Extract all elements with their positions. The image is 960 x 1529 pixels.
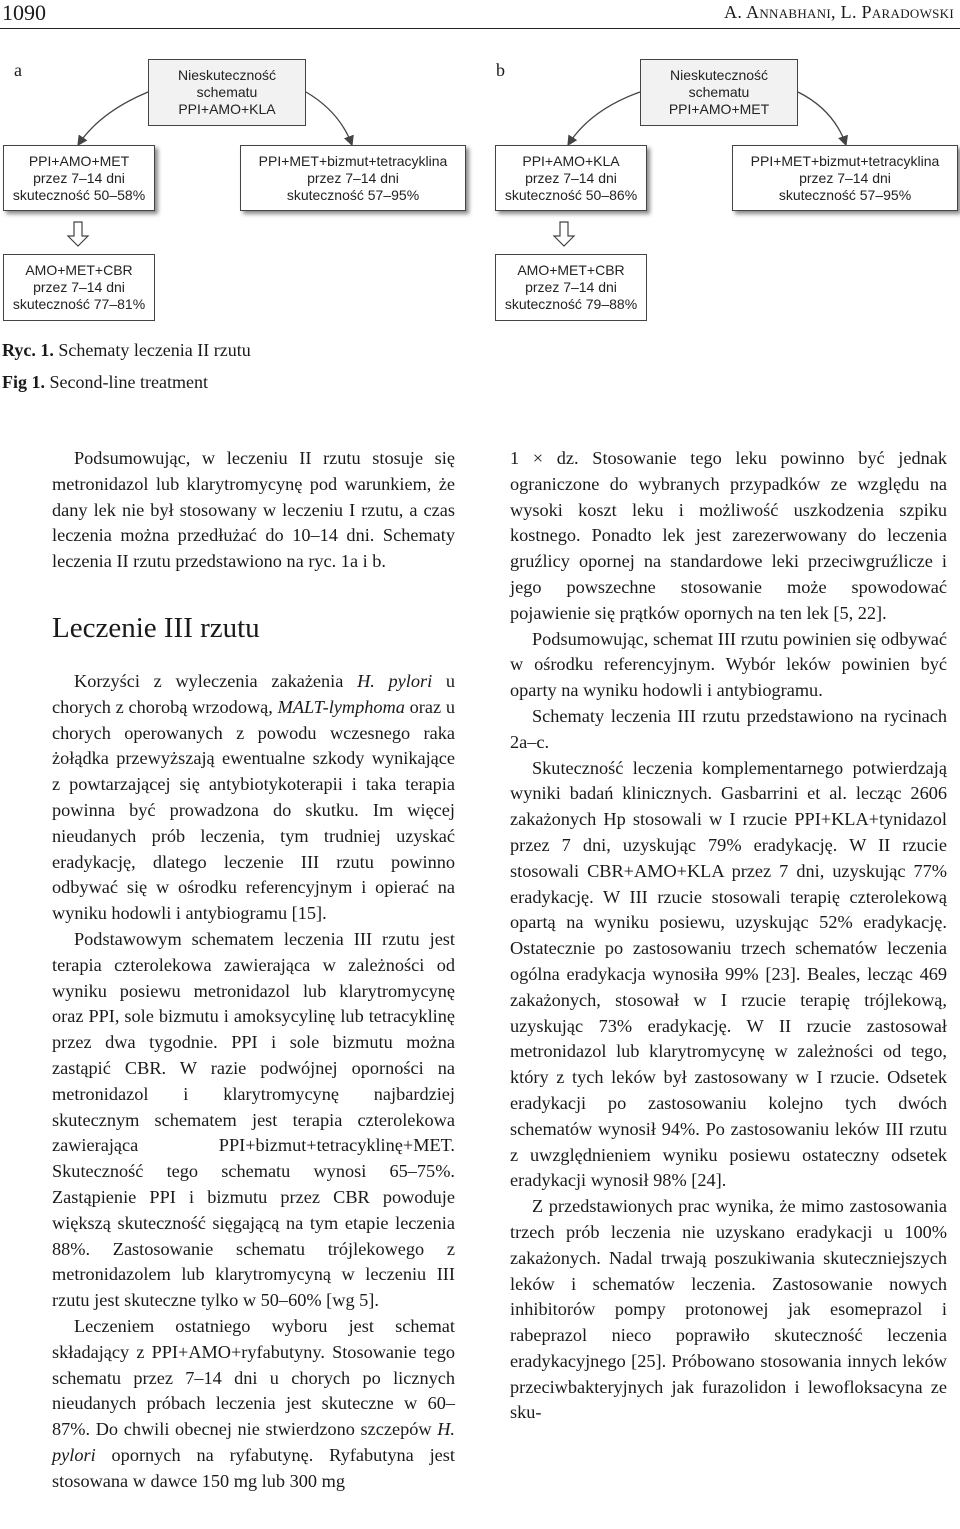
panel-b-label: b [496,60,505,80]
header-rule [0,28,960,29]
p4-italic-species: H. pylori [52,1419,455,1465]
panel-a-option-2-text: PPI+MET+bizmut+tetracyklina przez 7–14 dni skuteczność 57–95% [258,152,448,203]
panel-a-result-box [3,254,155,321]
p2-italic-species: H. pylori [357,670,433,691]
panel-b-option-1-text: PPI+AMO+KLA przez 7–14 dni skuteczność 50–86% [504,152,638,203]
hollow-arrow-b [554,222,574,246]
section-heading: Leczenie III rzutu [52,611,260,644]
hollow-arrow-a [68,222,88,246]
panel-a-label: a [14,60,22,80]
arrow-a-right [306,92,352,145]
panel-b-option-1-box [495,145,647,211]
p2-italic-malt: MALT-lymphoma [277,696,405,717]
arrow-b-right [798,92,846,145]
page-number: 1090 [2,0,46,25]
p2-text-c: oraz u chorych operowanych z powodu wczesnego raka żołądka przewyższają ewentualne szkody wynikające z powtarzającej się antybiotykoterapii i taka terapia powinna być prowadzona do skutku. Im więcej nieudanych prób leczenia, tym trudniej uzyskać eradykację, dlatego leczenie III rzutu powinno odbywać się w ośrodku referencyjnym i opierać na wyniku hodowli i antybiogramu [15]. [52,696,455,924]
panel-b-failure-text: Nieskuteczność schematu PPI+AMO+MET [668,67,770,117]
arrow-b-left [568,92,640,145]
left-column [52,446,455,1494]
right-paragraph-2: Podsumowując, schemat III rzutu powinien się odbywać w ośrodku referencyjnym. Wybór leków powinien być oparty na wyniku hodowli i antybiogramu. [510,628,947,701]
caption-en-text: Second-line treatment [49,372,208,392]
right-column [510,446,947,1426]
panel-a-option-1-box [3,145,155,211]
right-paragraph-1: 1 × dz. Stosowanie tego leku powinno być jednak ograniczone do wybranych przypadków ze względu na wysoki koszt leku i możliwość uszkodzenia szpiku kostnego. Ponadto lek jest zarezerwowany do leczenia gruźlicy opornej na standardowe leki przeciwgruźlicze i jego powszechne stosowanie może spowodować pojawienie się prątków opornych na ten lek [5, 22]. [510,448,947,623]
panel-a-result-text: AMO+MET+CBR przez 7–14 dni skuteczność 77–81% [12,262,146,312]
caption-en-label: Fig 1. [2,372,45,392]
figure-caption-pl [2,340,251,361]
panel-b-option-2-text: PPI+MET+bizmut+tetracyklina przez 7–14 dni skuteczność 57–95% [750,152,940,203]
panel-b-result-box [495,254,647,321]
figure-caption-en [2,372,208,393]
panel-b-result-text: AMO+MET+CBR przez 7–14 dni skuteczność 79–88% [504,262,638,312]
running-head: A. Annabhani, L. Paradowski [724,2,954,22]
panel-b-failure-box [640,59,798,126]
left-paragraph-1: Podsumowując, w leczeniu II rzutu stosuje się metronidazol lub klarytromycynę pod warunkiem, że dany lek nie był stosowany w leczeniu I rzutu, a czas leczenia można przedłużać do 10–14 dni. Schematy leczenia II rzutu przedstawiono na ryc. 1a i b. [52,448,455,572]
caption-pl-label: Ryc. 1. [2,340,54,360]
left-paragraph-2 [52,669,455,927]
right-paragraph-5: Z przedstawionych prac wynika, że mimo zastosowania trzech prób leczenia nie uzyskano eradykacji u 100% zakażonych. Nadal trwają poszukiwania skuteczniejszych leków i schematów leczenia. Zastosowanie nowych inhibitorów pompy protonowej jak esomeprazol i rabeprazol nieco poprawiło skuteczność leczenia eradykacyjnego [25]. Próbowano stosowania innych leków przeciwbakteryjnych jak furazolidon i lewofloksacyna ze sku- [510,1196,947,1423]
p4-text-a: Leczeniem ostatniego wyboru jest schemat składający z PPI+AMO+ryfabutyny. Stosowanie tego schematu przez 7–14 dni u chorych po licznych nieudanych próbach leczenia jest skuteczne w 60–87%. Do chwili obecnej nie stwierdzono szczepów [52,1315,455,1440]
left-paragraph-4 [52,1314,455,1495]
panel-a-failure-box [148,59,306,126]
arrow-a-left [78,92,148,145]
right-paragraph-4: Skuteczność leczenia komplementarnego potwierdzają wyniki badań klinicznych. Gasbarrini et al. lecząc 2606 zakażonych Hp stosowali w I rzucie PPI+KLA+tynidazol przez 7 dni, uzyskując 79% eradykację. W II rzucie stosowali CBR+AMO+KLA przez 7 dni, uzyskując 77% eradykację. W III rzucie stosowali terapię czterolekową opartą na wyniku posiewu, uzyskując 52% eradykację. Ostatecznie po zastosowaniu trzech schematów leczenia ogólna eradykacja wynosiła 99% [23]. Beales, lecząc 469 zakażonych, stosował w I rzucie terapię trójlekową, uzyskując 73% eradykację. W II rzucie zastosował metronidazol lub klarytromycynę w zależności od tego, który z tych leków był zastosowany w I rzucie. Odsetek eradykacji po zastosowaniu kolejno tych dwóch schematów wynosił 94%. Po zastosowaniu leków III rzutu z uwzględnieniem wyniku posiewu ostateczny odsetek eradykacji wynosił 98% [24]. [510,757,947,1191]
caption-pl-text: Schematy leczenia II rzutu [58,340,251,360]
left-paragraph-3: Podstawowym schematem leczenia III rzutu jest terapia czterolekowa zawierająca w zależności od wyniku posiewu metronidazol lub klarytromycynę oraz PPI, sole bizmutu i amoksycylinę lub tetracyklinę przez dwa tygodnie. PPI i sole bizmutu można zastąpić CBR. W razie podwójnej oporności na metronidazol i klarytromycynę najbardziej skutecznym schematem jest terapia czterolekowa zawierająca PPI+bizmut+tetracyklinę+MET. Skuteczność tego schematu wynosi 65–75%. Zastąpienie PPI i bizmutu przez CBR powoduje większą skuteczność sięgającą na tym etapie leczenia 88%. Zastosowanie schematu trójlekowego z metronidazolem lub klarytromycyną w leczeniu III rzutu jest skuteczne tylko w 50–60% [wg 5]. [52,928,455,1311]
panel-b-option-2-box [732,145,958,211]
panel-a-option-2-box [240,145,466,211]
panel-a-failure-text: Nieskuteczność schematu PPI+AMO+KLA [177,67,277,117]
page-header [0,0,958,24]
panel-a-option-1-text: PPI+AMO+MET przez 7–14 dni skuteczność 50–58% [12,152,146,203]
p2-text-a: Korzyści z wyleczenia zakażenia [74,670,358,691]
right-paragraph-3: Schematy leczenia III rzutu przedstawiono na rycinach 2a–c. [510,705,947,752]
p4-text-b: opornych na ryfabutynę. Ryfabutyna jest stosowana w dawce 150 mg lub 300 mg [52,1444,455,1491]
p2-text-b: u chorych z chorobą wrzodową, [52,670,455,717]
